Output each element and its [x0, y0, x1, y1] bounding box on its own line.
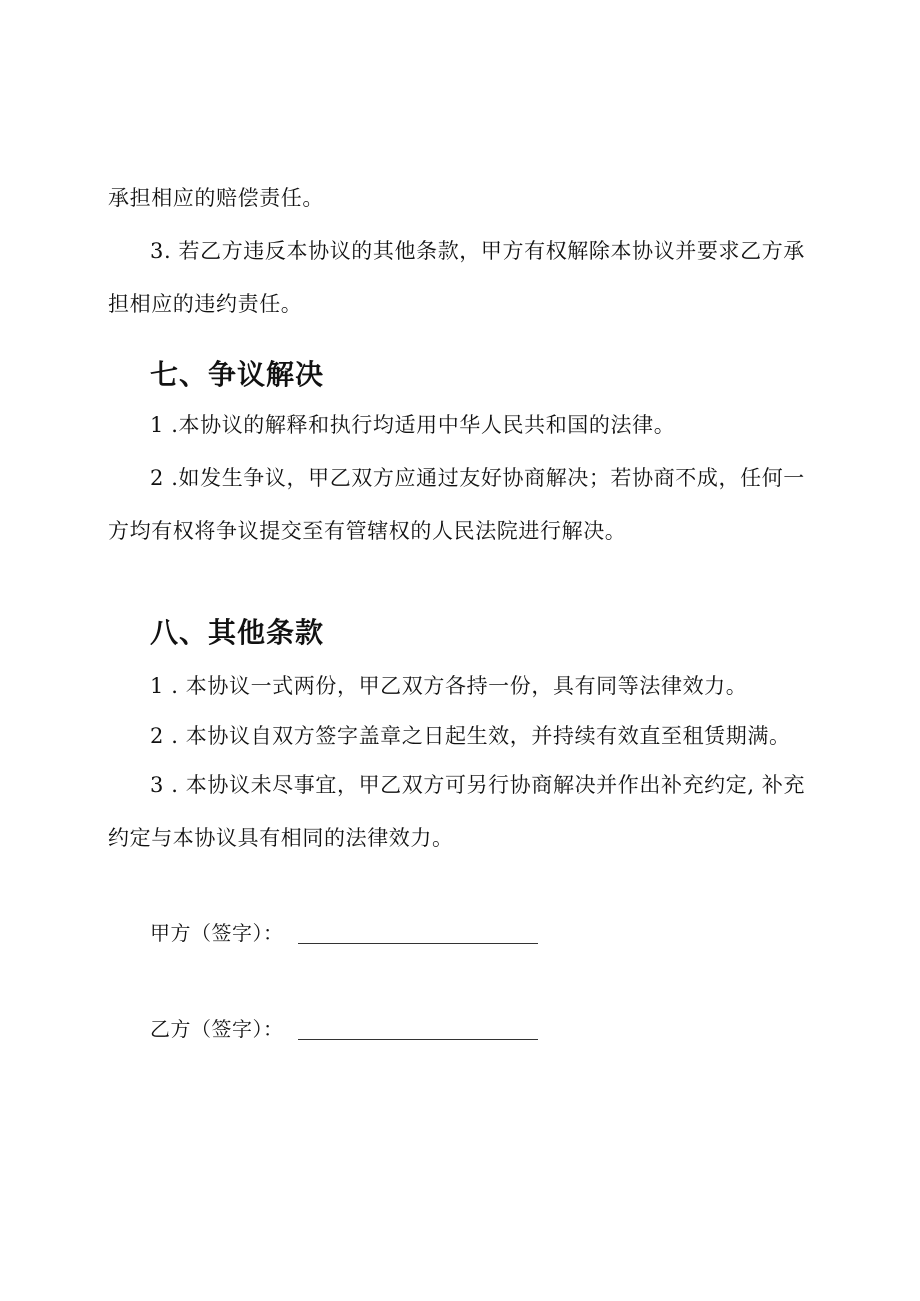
party-a-signature-label: 甲方（签字）：: [150, 921, 284, 945]
party-a-signature-line[interactable]: [298, 923, 538, 944]
clause-6-item-3: 3. 若乙方违反本协议的其他条款，甲方有权解除本协议并要求乙方承担相应的违约责任。: [108, 239, 805, 316]
section-8-heading: 八、其他条款: [150, 616, 325, 649]
section-7-heading: 七、争议解决: [150, 358, 325, 391]
section-7-item-2: 2 .如发生争议，甲乙双方应通过友好协商解决；若协商不成，任何一方均有权将争议提交至有管辖权的人民法院进行解决。: [108, 466, 805, 543]
section-8-item-3: 3 . 本协议未尽事宜，甲乙双方可另行协商解决并作出补充约定, 补充约定与本协议具有相同的法律效力。: [108, 773, 806, 850]
party-b-signature-row: [150, 1014, 538, 1044]
party-a-signature-row: [150, 918, 538, 948]
section-8-item-2: 2 . 本协议自双方签字盖章之日起生效，并持续有效直至租赁期满。: [150, 724, 791, 748]
section-8-item-1: 1 . 本协议一式两份，甲乙双方各持一份，具有同等法律效力。: [150, 674, 748, 698]
continued-clause-text: 承担相应的赔偿责任。: [108, 186, 324, 210]
party-b-signature-line[interactable]: [298, 1019, 538, 1040]
party-b-signature-label: 乙方（签字）：: [150, 1017, 284, 1041]
section-7-item-1: 1 .本协议的解释和执行均适用中华人民共和国的法律。: [150, 413, 676, 437]
